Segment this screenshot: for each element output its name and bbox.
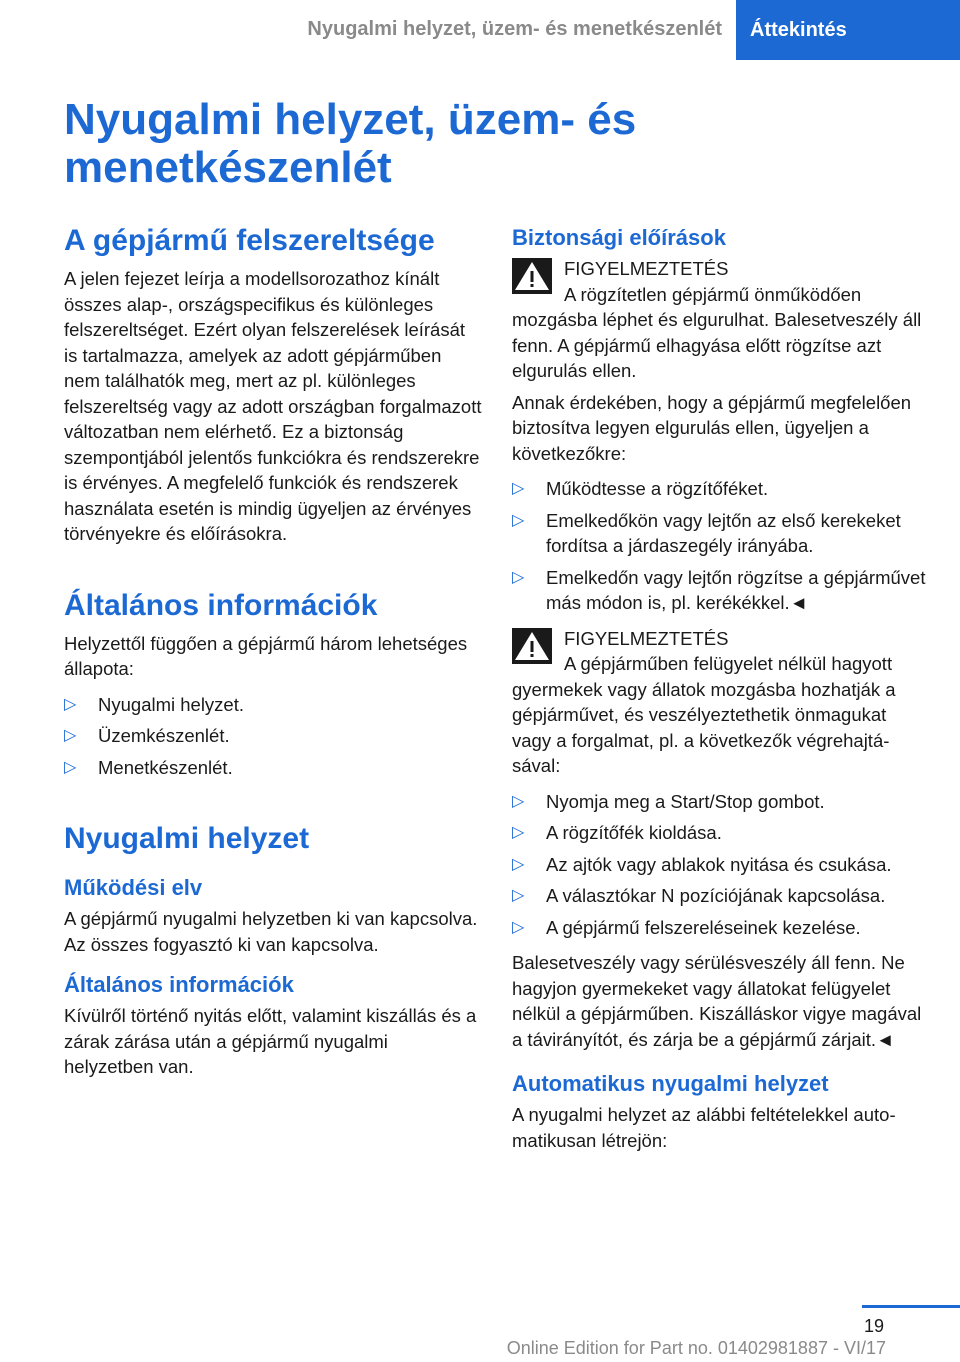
list-item: ▷ Az ajtók vagy ablakok nyitása és csukása. [512,852,930,878]
edition-text: Online Edition for Part no. 01402981887 - VI/17 [506,1338,886,1358]
section-heading-felszereltseg: A gépjármű felszereltsége [64,224,435,257]
list-item: ▷ Menetkészenlét. [64,755,482,781]
list-item: ▷ A gépjármű felszereléseinek kezelése. [512,915,930,941]
subheading-automatikus: Automatikus nyugalmi helyzet [512,1071,829,1096]
section-heading-altalanos: Általános információk [64,588,378,622]
triangle-right-outline-icon: ▷ [512,792,525,810]
list-item: ▷ Működtesse a rögzítőféket. [512,476,930,502]
list-item: ▷ Emelkedőkön vagy lejtőn az első kerekeket fordítsa a járdaszegély irányába. [512,509,901,556]
triangle-right-outline-icon: ▷ [64,758,77,776]
warning-list [512,476,930,616]
footer-divider [862,1305,960,1308]
warning-block [512,626,930,779]
warning-text: A rögzítetlen gépjármű önműködően mozgásba léphet és elgurulhat. Balesetveszély áll fenn. A gépjármű elhagyása előtt rögzítse azt elgurulás ellen. [512,283,922,381]
warning-label: FIGYELMEZTETÉS [564,627,729,649]
section-heading-biztonsag: Biztonsági előírások [512,225,726,250]
triangle-right-outline-icon: ▷ [512,511,525,529]
list-item: ▷ Nyugalmi helyzet. [64,692,482,718]
state-list [64,692,482,781]
warning-list [512,789,930,941]
page-title-line1: Nyugalmi helyzet, üzem- és [64,95,637,144]
section-paragraph: Helyzettől függően a gépjármű három lehetséges állapota: [64,632,468,679]
left-column [64,224,482,1090]
list-item: ▷ Emelkedőn vagy lejtőn rögzítse a gépjárművet más módon is, pl. kerékékkel.◄ [512,566,926,613]
triangle-right-outline-icon: ▷ [512,568,525,586]
section-paragraph: Balesetveszély vagy sérülésveszély áll fenn. Ne hagyjon gyermekeket vagy állatokat felügyelet nélkül a gépjárműben. Kiszálláskor vigye magával a távirányítót, és zárja be a gépjármű zárjait.◄ [512,952,922,1050]
warning-triangle-icon [512,628,552,664]
list-item: ▷ Nyomja meg a Start/Stop gombot. [512,789,930,815]
section-paragraph: Kívülről történő nyitás előtt, valamint kiszállás és a zárak zárása után a gépjármű nyugalmi helyzetben van. [64,1005,477,1077]
breadcrumb[interactable]: Nyugalmi helyzet, üzem- és menetkészenlét [307,18,722,40]
list-item: ▷ A választókar N pozíciójának kapcsolása. [512,883,930,909]
triangle-right-outline-icon: ▷ [512,824,525,841]
triangle-right-outline-icon: ▷ [64,727,77,744]
list-item: ▷ Üzemkészenlét. [64,723,482,749]
warning-triangle-icon [512,258,552,294]
section-paragraph: Annak érdekében, hogy a gépjármű megfelelően biztosítva legyen elgurulás ellen, ügyeljen a következőkre: [512,391,912,464]
right-column [512,224,930,1163]
section-paragraph: A nyugalmi helyzet az alábbi feltételekkel automatikusan létrejön: [512,1104,896,1151]
subheading-mukodesi-elv: Működési elv [64,875,203,900]
section-paragraph: A gépjármű nyugalmi helyzetben ki van kapcsolva. Az összes fogyasztó ki van kapcsolva. [64,908,478,955]
triangle-right-outline-icon: ▷ [64,695,77,713]
section-paragraph: A jelen fejezet leírja a modellsorozathoz kínált összes alap-, országspecifikus és különleges felszereltséget. Ezért olyan felszerelések leírását is tartalmazza, amelyek az adott gépjárműben nem találhatók meg, mert az pl. különleges felszereltség vagy az adott országban forgalmazott változatban nem elérhető. Ez a biztonság szempontjából jelentős funkciókra és rendszerekre is érvényes. A megfelelő funkciók és rendszerek használata esetén is mindig ügyeljen az érvényes törvényekre és előírásokra. [64,268,482,544]
page-number: 19 [863,1316,884,1336]
triangle-right-outline-icon: ▷ [512,918,525,936]
tab-attekintes[interactable]: Áttekintés [736,0,960,60]
page-title-line2: menetkészenlét [64,143,392,192]
subheading-altalanos: Általános információk [64,972,294,997]
warning-label: FIGYELMEZTETÉS [564,258,729,279]
triangle-right-outline-icon: ▷ [512,480,525,497]
page-header [0,0,960,60]
warning-block [512,256,930,384]
list-item: ▷ A rögzítőfék kioldása. [512,820,930,846]
triangle-right-outline-icon: ▷ [512,887,525,904]
warning-text: A gépjárműben felügyelet nélkül hagyott gyermekek vagy állatok mozgásba hozhatják a gépjárművet, és veszélyeztethetik önmagukat vagy a forgalmat, pl. a következők végrehajtásával: [512,653,896,776]
page-title [64,96,764,192]
triangle-right-outline-icon: ▷ [512,855,525,873]
section-heading-nyugalmi: Nyugalmi helyzet [64,822,310,855]
